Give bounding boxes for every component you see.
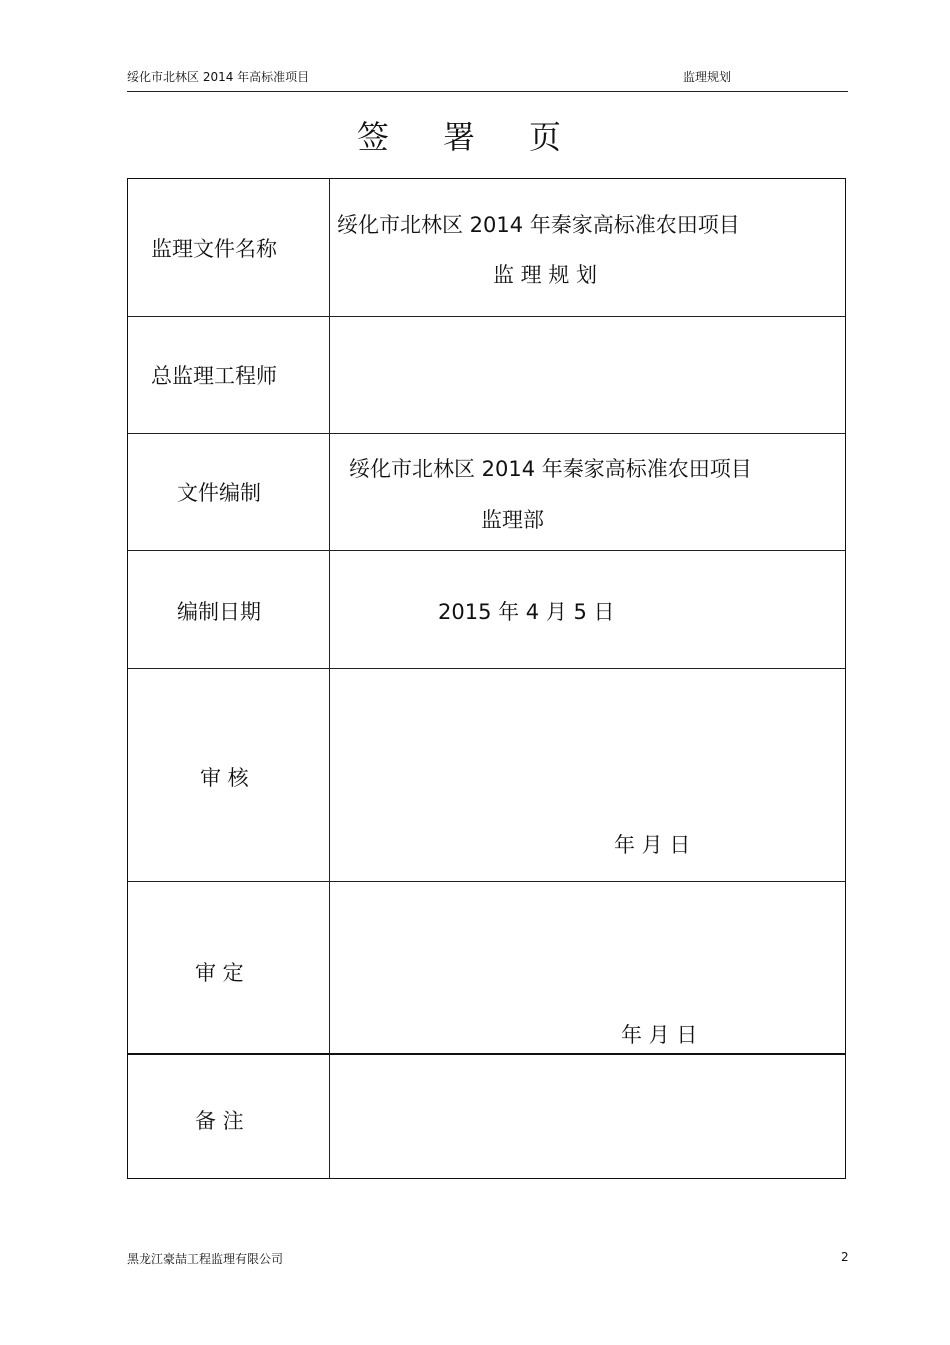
row-document-name [128, 179, 845, 317]
compile-date-value: 2015 年 4 月 5 日 [438, 600, 615, 624]
title-char-1: 签 [356, 118, 391, 156]
compiler-line2: 监理部 [481, 508, 544, 532]
label-compile-date: 编制日期 [177, 600, 261, 624]
label-review: 审 核 [200, 766, 249, 790]
row-review [128, 669, 845, 882]
signature-table [127, 178, 846, 1179]
page-title [300, 112, 620, 158]
label-remarks: 备 注 [195, 1109, 244, 1133]
review-date-placeholder: 年 月 日 [614, 833, 691, 857]
row-compiler [128, 434, 845, 551]
label-approve: 审 定 [195, 961, 244, 985]
header-rule [127, 91, 848, 92]
label-compiler: 文件编制 [177, 481, 261, 505]
label-chief-engineer: 总监理工程师 [151, 364, 277, 388]
header-project: 绥化市北林区 2014 年高标准项目 [127, 70, 310, 84]
document-name-line1: 绥化市北林区 2014 年秦家高标准农田项目 [337, 213, 740, 237]
document-name-line2: 监 理 规 划 [493, 263, 598, 287]
row-remarks [128, 1055, 845, 1179]
title-char-3: 页 [529, 118, 564, 156]
row-chief-engineer [128, 317, 845, 434]
header-doc-type: 监理规划 [683, 70, 732, 84]
footer-company: 黑龙江豪喆工程监理有限公司 [127, 1252, 284, 1266]
row-compile-date [128, 551, 845, 669]
compiler-line1: 绥化市北林区 2014 年秦家高标准农田项目 [349, 457, 752, 481]
page-number: 2 [841, 1250, 849, 1264]
label-document-name: 监理文件名称 [151, 237, 277, 261]
row-approve [128, 882, 845, 1055]
approve-date-placeholder: 年 月 日 [621, 1023, 698, 1047]
title-char-2: 署 [442, 118, 477, 156]
